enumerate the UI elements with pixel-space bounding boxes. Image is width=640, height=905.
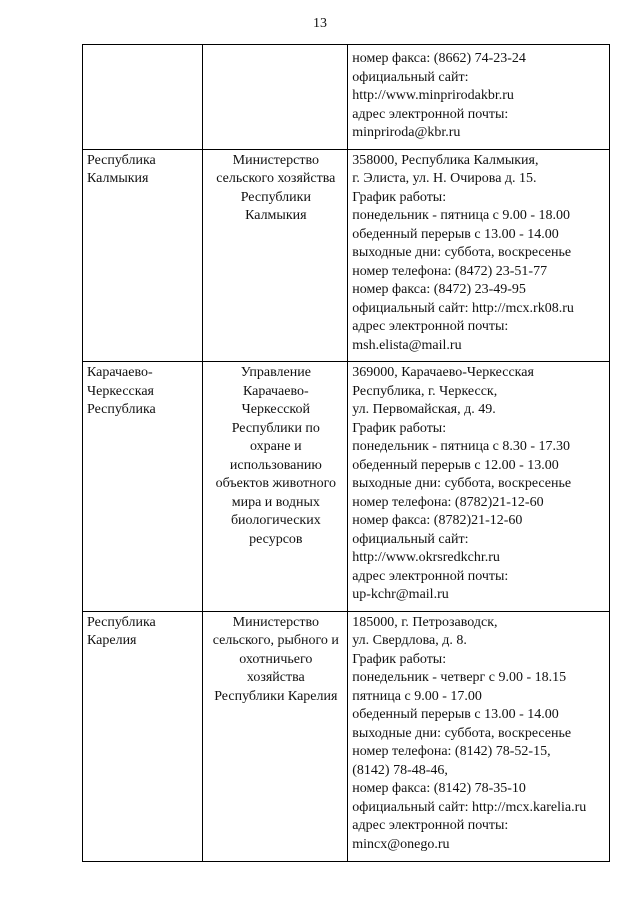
org-line: Республики Карелия — [214, 688, 338, 704]
table-row — [83, 149, 610, 362]
contact-line: официальный сайт: — [352, 69, 469, 85]
org-line: Министерство — [232, 152, 319, 168]
contact-line: официальный сайт: http://mcx.karelia.ru — [352, 799, 587, 815]
contact-line: График работы: — [352, 420, 447, 436]
contact-line: пятница с 9.00 - 17.00 — [352, 688, 482, 704]
contact-line: обеденный перерыв с 12.00 - 13.00 — [352, 457, 559, 473]
contact-line: адрес электронной почты: — [352, 568, 509, 584]
contact-line: г. Элиста, ул. Н. Очирова д. 15. — [352, 171, 537, 186]
org-line: Республики по — [231, 420, 320, 436]
contacts-table — [82, 44, 610, 862]
contact-line: понедельник - четверг с 9.00 - 18.15 — [352, 670, 567, 685]
contact-line: http://www.minprirodakbr.ru — [352, 88, 514, 103]
org-line: Черкесской — [241, 402, 310, 417]
table-row — [83, 45, 610, 150]
contact-line: адрес электронной почты: — [352, 106, 509, 122]
contact-line: адрес электронной почты: — [352, 319, 509, 334]
table-row — [83, 611, 610, 861]
region-cell — [83, 45, 203, 150]
page-number: 13 — [313, 16, 327, 31]
contact-line: обеденный перерыв с 13.00 - 14.00 — [352, 226, 559, 242]
region-cell — [83, 611, 203, 861]
contact-line: выходные дни: суббота, воскресенье — [352, 245, 572, 260]
contact-line: Республика, г. Черкесск, — [352, 383, 498, 399]
region-line: Черкесская — [87, 383, 154, 399]
region-cell — [83, 362, 203, 612]
contact-line: понедельник - пятница с 8.30 - 17.30 — [352, 439, 571, 454]
region-line: Калмыкия — [87, 171, 149, 186]
org-line: объектов животного — [215, 476, 337, 491]
contact-line: обеденный перерыв с 13.00 - 14.00 — [352, 707, 559, 722]
contact-line: up-kchr@mail.ru — [352, 587, 449, 602]
organization-cell — [203, 362, 348, 612]
region-line: Республика — [87, 402, 156, 417]
contact-line: номер телефона: (8782)21-12-60 — [352, 494, 544, 510]
contact-line: официальный сайт: — [352, 531, 469, 547]
org-line: Управление — [240, 365, 311, 380]
contact-line: msh.elista@mail.ru — [352, 337, 462, 353]
org-line: мира и водных — [231, 494, 320, 510]
contact-line: номер телефона: (8142) 78-52-15, — [352, 744, 551, 759]
contact-line: понедельник - пятница с 9.00 - 18.00 — [352, 208, 571, 223]
contact-line: ул. Первомайская, д. 49. — [352, 402, 496, 417]
contact-cell — [348, 45, 610, 150]
contact-line: выходные дни: суббота, воскресенье — [352, 476, 572, 491]
contact-cell — [348, 362, 610, 612]
org-line: Калмыкия — [245, 208, 307, 223]
contact-line: http://www.okrsredkchr.ru — [352, 550, 500, 565]
contact-line: График работы: — [352, 189, 447, 205]
organization-cell — [203, 149, 348, 362]
contact-line: номер факса: (8472) 23-49-95 — [352, 282, 526, 297]
org-line: охотничьего — [239, 651, 313, 667]
contact-line: mincx@onego.ru — [352, 836, 450, 852]
org-line: сельского, рыбного и — [212, 633, 339, 648]
contact-line: ул. Свердлова, д. 8. — [352, 633, 467, 648]
region-line: Карелия — [87, 633, 137, 648]
contact-line: 358000, Республика Калмыкия, — [352, 152, 539, 168]
contact-line: 185000, г. Петрозаводск, — [352, 614, 498, 630]
org-line: сельского хозяйства — [216, 171, 336, 186]
contact-cell — [348, 611, 610, 861]
org-line: Министерство — [232, 614, 319, 630]
org-line: Карачаево- — [242, 383, 309, 399]
contact-line: адрес электронной почты: — [352, 818, 509, 833]
region-line: Карачаево- — [87, 365, 153, 380]
organization-cell — [203, 45, 348, 150]
region-line: Республика — [87, 614, 156, 630]
contact-line: номер факса: (8662) 74-23-24 — [352, 51, 526, 66]
org-line: Республики — [240, 189, 311, 205]
table-row — [83, 362, 610, 612]
contact-line: выходные дни: суббота, воскресенье — [352, 725, 572, 741]
contact-line: номер факса: (8142) 78-35-10 — [352, 781, 526, 796]
contact-line: График работы: — [352, 651, 447, 667]
contact-line: minpriroda@kbr.ru — [352, 125, 461, 140]
region-line: Республика — [87, 152, 156, 168]
contact-line: (8142) 78-48-46, — [352, 762, 448, 778]
contact-line: номер телефона: (8472) 23-51-77 — [352, 263, 548, 279]
contact-line: номер факса: (8782)21-12-60 — [352, 513, 523, 528]
org-line: использованию — [229, 457, 322, 473]
contact-cell — [348, 149, 610, 362]
org-line: охране и — [250, 439, 302, 454]
org-line: хозяйства — [246, 670, 305, 685]
contact-line: официальный сайт: http://mcx.rk08.ru — [352, 300, 574, 316]
org-line: ресурсов — [249, 531, 303, 547]
region-cell — [83, 149, 203, 362]
org-line: биологических — [230, 513, 321, 528]
contact-line: 369000, Карачаево-Черкесская — [352, 365, 534, 380]
organization-cell — [203, 611, 348, 861]
